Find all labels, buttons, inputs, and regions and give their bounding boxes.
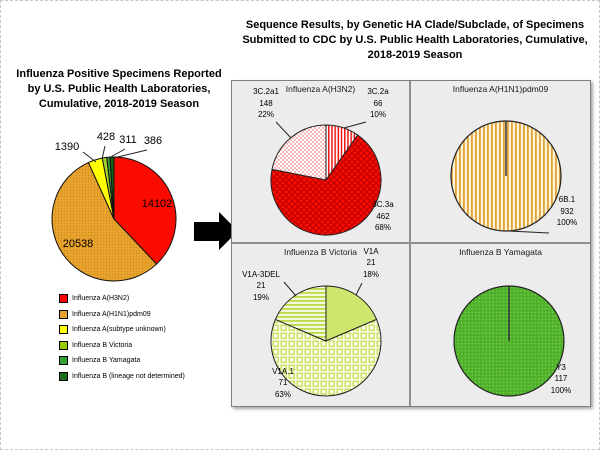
- legend-label: Influenza A(H1N1)pdm09: [72, 310, 151, 318]
- quadrant-b-victoria: [232, 244, 411, 407]
- label-6b1: 6B.1 932 100%: [556, 195, 578, 227]
- arrow-right-icon: [194, 222, 220, 241]
- label-3c2a: 3C.2a 66 10%: [367, 87, 389, 119]
- legend-swatch: [59, 372, 68, 381]
- legend-label: Influenza B (lineage not determined): [72, 372, 185, 380]
- legend-swatch: [59, 341, 68, 350]
- legend-item: [59, 307, 185, 323]
- label-b-lineage-nd-count: 386: [143, 135, 163, 147]
- legend-swatch: [59, 294, 68, 303]
- legend-label: Influenza A(H3N2): [72, 295, 130, 303]
- quadrant-h1n1pdm09: [411, 81, 590, 244]
- legend-label: Influenza B Victoria: [72, 341, 133, 349]
- sequence-results-panel: [231, 80, 591, 407]
- leader-line: [356, 283, 362, 295]
- label-v1a: V1A 21 18%: [362, 246, 379, 279]
- legend-label: Influenza A(subtype unknown): [72, 326, 166, 334]
- leader-line: [102, 146, 105, 159]
- legend-item: [59, 291, 185, 307]
- legend-item: [59, 369, 185, 385]
- specimens-pie-chart: [21, 141, 221, 291]
- label-h1n1-count: 20538: [62, 238, 94, 250]
- label-v1a-3del: V1A-3DEL 21 19%: [242, 269, 280, 302]
- quadrant-h3n2: [232, 81, 411, 244]
- label-b-victoria-count: 428: [96, 131, 116, 143]
- leader-line: [509, 231, 549, 233]
- label-v1a1: V1A.1 71 63%: [272, 366, 294, 399]
- label-y3: Y3 117 100%: [550, 362, 572, 395]
- leader-line: [276, 122, 291, 138]
- quadrant-title-h1n1pdm09: Influenza A(H1N1)pdm09: [452, 84, 549, 94]
- label-a-subtype-unknown-count: 1390: [54, 141, 80, 153]
- legend-item: [59, 353, 185, 369]
- quadrant-b-yamagata: [411, 244, 590, 407]
- legend-swatch: [59, 325, 68, 334]
- legend: [59, 291, 185, 384]
- leader-line: [83, 152, 96, 162]
- label-h3n2-count: 14102: [141, 198, 173, 210]
- quadrant-title-b-victoria: Influenza B Victoria: [283, 246, 358, 257]
- leader-line: [344, 122, 366, 128]
- legend-label: Influenza B Yamagata: [72, 357, 141, 365]
- right-panel-title: Sequence Results, by Genetic HA Clade/Subclade, of Specimens Submitted to CDC by U.S. Public Health Laboratories, Cumulative, 2018-2019 Season: [242, 19, 588, 61]
- left-chart-title: Influenza Positive Specimens Reported by U.S. Public Health Laboratories, Cumulative, 2018-2019 Season: [16, 68, 222, 110]
- label-3c2a1: 3C.2a1 148 22%: [253, 87, 279, 119]
- legend-item: [59, 338, 185, 354]
- legend-item: [59, 322, 185, 338]
- legend-swatch: [59, 356, 68, 365]
- legend-swatch: [59, 310, 68, 319]
- quadrant-title-h3n2: Influenza A(H3N2): [285, 84, 356, 94]
- label-b-yamagata-count: 311: [119, 134, 137, 146]
- quadrant-title-b-yamagata: Influenza B Yamagata: [459, 246, 542, 257]
- label-3c3a: 3C.3a 462 68%: [372, 200, 394, 232]
- leader-line: [113, 150, 147, 158]
